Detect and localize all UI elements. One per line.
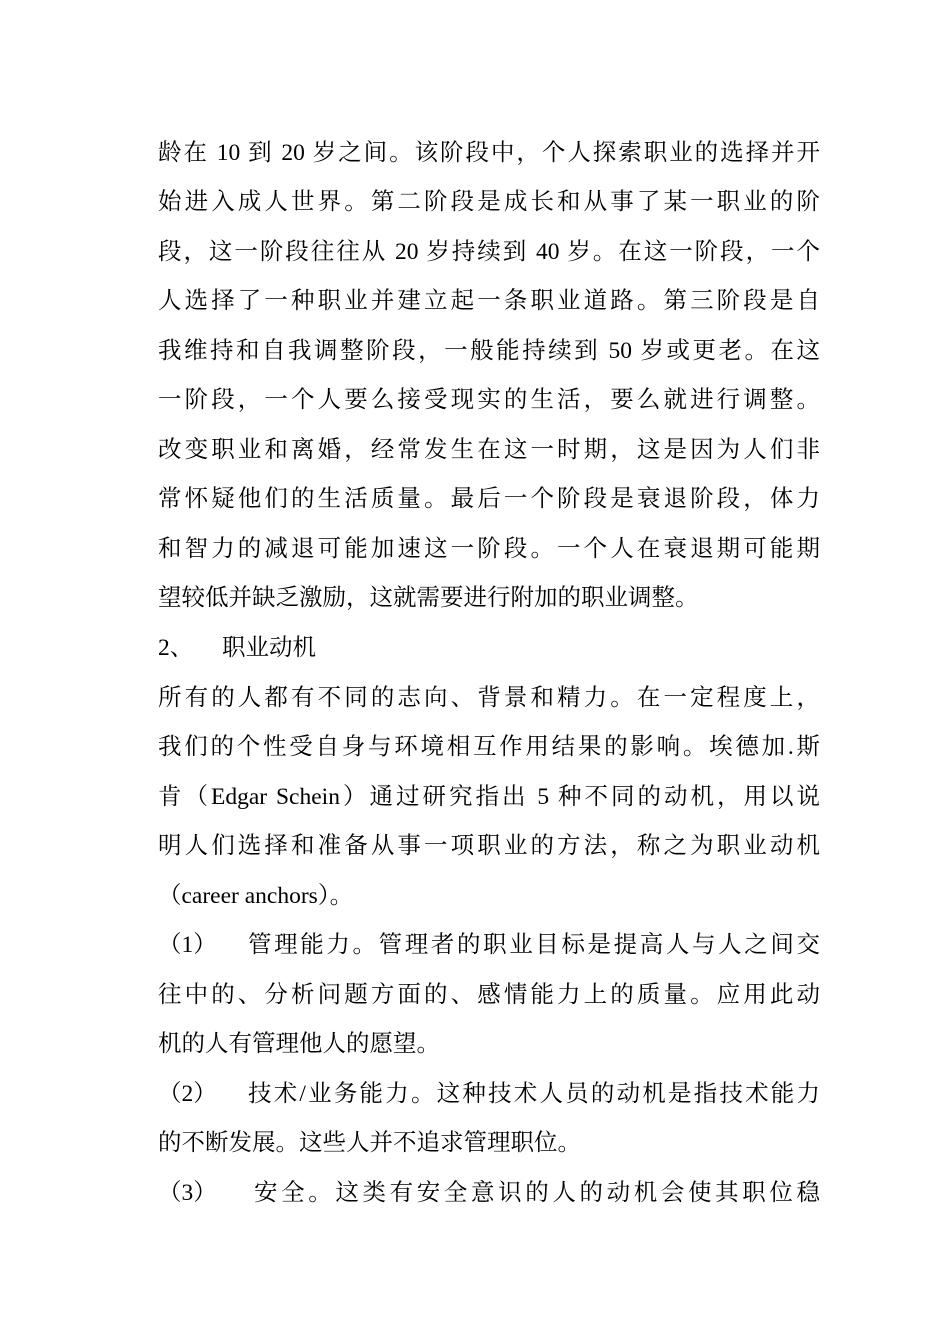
paragraph-line: 常怀疑他们的生活质量。最后一个阶段是衰退阶段，体力 [158, 486, 820, 512]
section-heading [158, 628, 820, 668]
paragraph-line: 改变职业和离婚，经常发生在这一时期，这是因为人们非 [158, 437, 820, 463]
list-item-text: 安全。这类有安全意识的人的动机会使其职位稳 [254, 1180, 820, 1206]
paragraph-line: 人选择了一种职业并建立起一条职业道路。第三阶段是自 [158, 288, 820, 314]
paragraph-line: 明人们选择和准备从事一项职业的方法，称之为职业动机 [158, 833, 820, 859]
paragraph-line: 始进入成人世界。第二阶段是成长和从事了某一职业的阶 [158, 189, 820, 215]
paragraph-line: 龄在 10 到 20 岁之间。该阶段中，个人探索职业的选择并开 [158, 140, 820, 166]
paragraph-line: 所有的人都有不同的志向、背景和精力。在一定程度上， [158, 685, 820, 711]
paragraph-line: 我们的个性受自身与环境相互作用结果的影响。埃德加.斯 [158, 734, 820, 760]
list-marker: （1） [158, 932, 217, 958]
paragraph-line: 段，这一阶段往往从 20 岁持续到 40 岁。在这一阶段，一个 [158, 239, 820, 265]
list-item-1 [158, 925, 820, 965]
paragraph-line: 一阶段，一个人要么接受现实的生活，要么就进行调整。 [158, 387, 820, 413]
section-title: 职业动机 [222, 635, 316, 661]
paragraph-line: 往中的、分析问题方面的、感情能力上的质量。应用此动 [158, 982, 820, 1008]
list-marker: （2） [158, 1081, 217, 1107]
list-item-text: 管理能力。管理者的职业目标是提高人与人之间交 [248, 932, 820, 958]
paragraph-line: 机的人有管理他人的愿望。 [158, 1031, 440, 1057]
paragraph-line: 我维持和自我调整阶段，一般能持续到 50 岁或更老。在这 [158, 338, 820, 364]
paragraph-line: 肯（Edgar Schein）通过研究指出 5 种不同的动机，用以说 [158, 784, 820, 810]
list-item-2 [158, 1074, 820, 1114]
list-item-3 [158, 1173, 820, 1213]
paragraph-line: 和智力的减退可能加速这一阶段。一个人在衰退期可能期 [158, 536, 820, 562]
paragraph-line: 的不断发展。这些人并不追求管理职位。 [158, 1130, 581, 1156]
paragraph-line: （career anchors）。 [158, 883, 354, 909]
list-marker: （3） [158, 1180, 217, 1206]
section-number: 2、 [158, 635, 194, 661]
paragraph-line: 望较低并缺乏激励，这就需要进行附加的职业调整。 [158, 585, 699, 611]
list-item-text: 技术/业务能力。这种技术人员的动机是指技术能力 [248, 1081, 820, 1107]
